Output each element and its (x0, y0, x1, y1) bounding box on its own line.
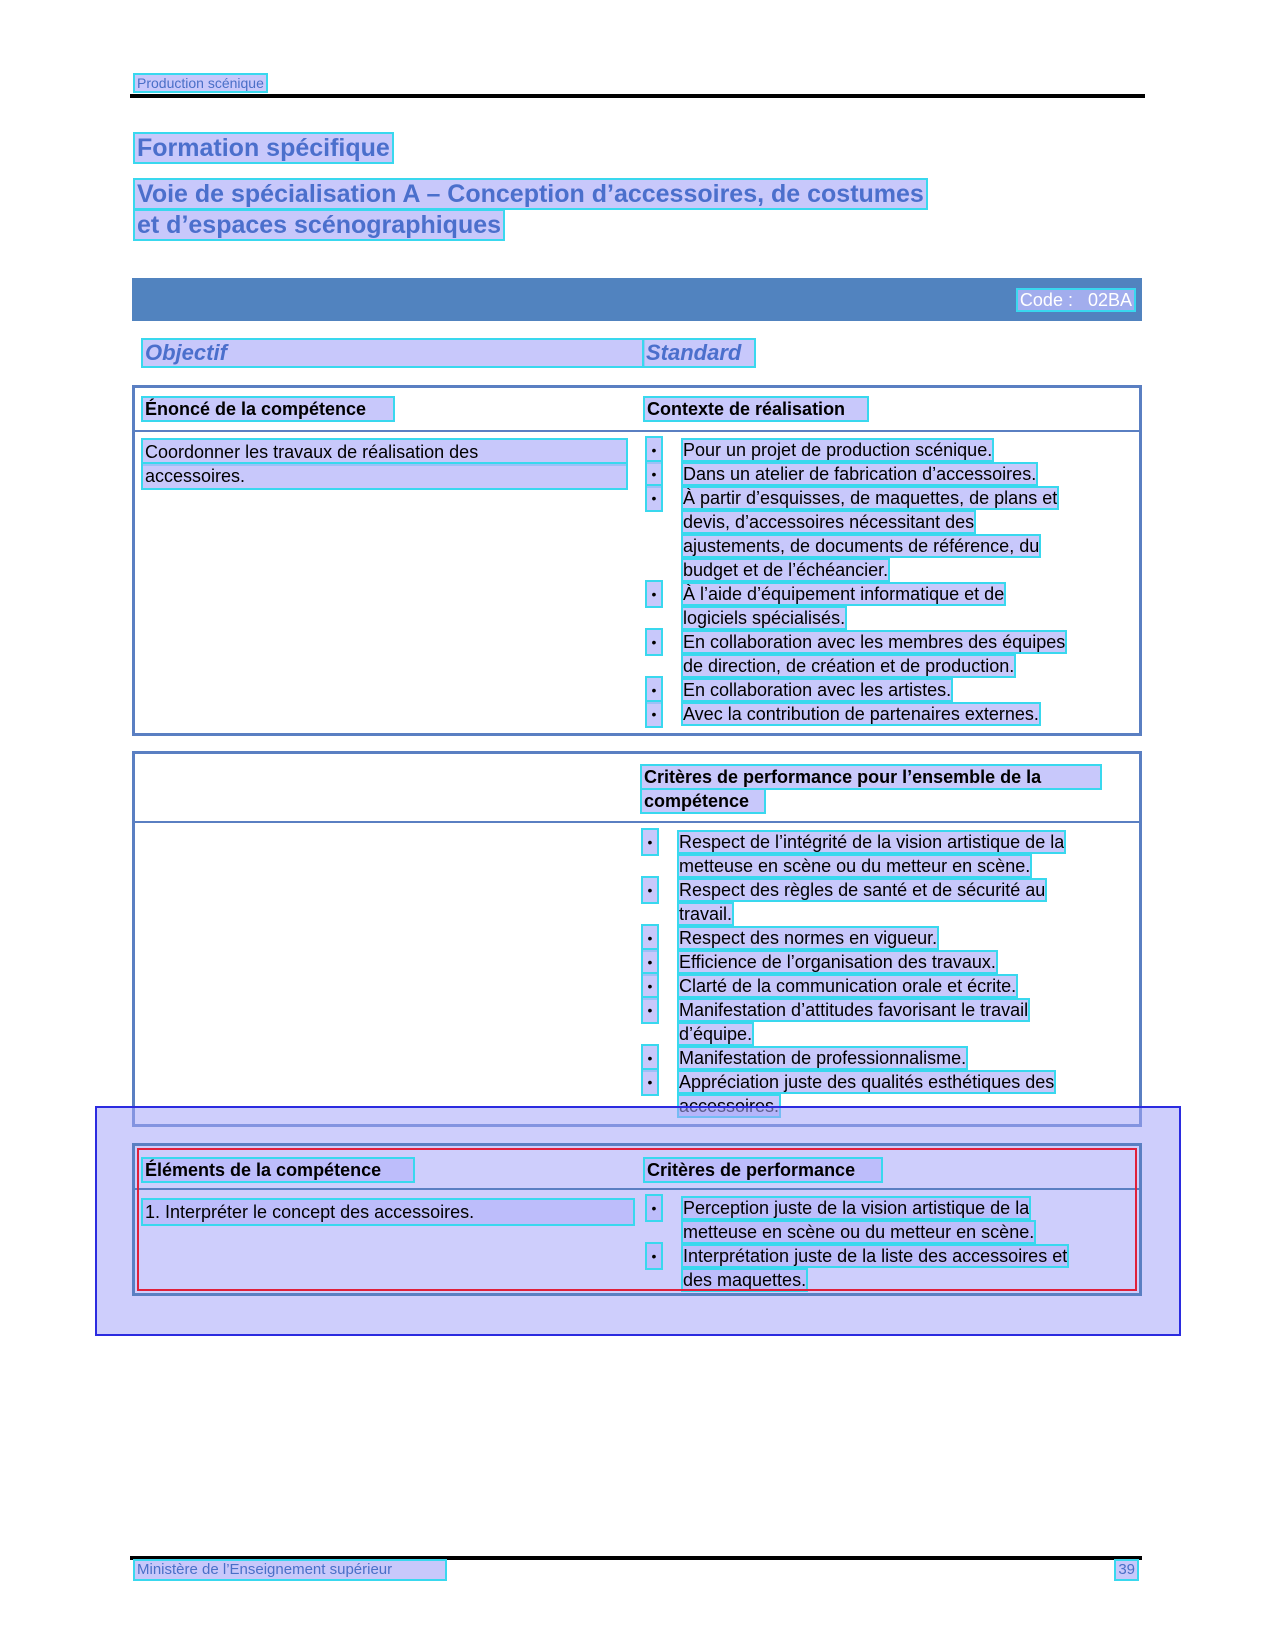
contexte-item (647, 630, 1117, 678)
contexte-item-text: de direction, de création et de production. (683, 656, 1015, 676)
bullet-icon: • (647, 1196, 661, 1220)
bullet-icon: • (647, 582, 661, 606)
contexte-heading: Contexte de réalisation (645, 398, 867, 420)
critere-ensemble-item-text: Efficience de l’organisation des travaux. (679, 952, 996, 972)
critere-ensemble-item-text: Respect de l’intégrité de la vision artistique de la (679, 832, 1065, 852)
contexte-item-text: budget et de l’échéancier. (683, 560, 889, 580)
standard-heading: Standard (644, 340, 754, 366)
objectif-heading: Objectif (143, 340, 643, 366)
critere-ensemble-item (643, 974, 1125, 998)
contexte-item-text: ajustements, de documents de référence, du (683, 536, 1040, 556)
contexte-item-text: À partir d’esquisses, de maquettes, de plans et (683, 488, 1058, 508)
contexte-item-text: À l’aide d’équipement informatique et de (683, 584, 1005, 604)
critere-ensemble-item (643, 830, 1125, 878)
criteres-ensemble-table (132, 751, 1142, 1127)
criteres-performance-heading: Critères de performance (645, 1159, 881, 1181)
selected-element-outline (137, 1148, 1137, 1291)
contexte-item-text: Pour un projet de production scénique. (683, 440, 993, 460)
contexte-item (647, 438, 1117, 462)
code-banner (132, 278, 1142, 321)
specialisation-title-line-1: Voie de spécialisation A – Conception d’accessoires, de costumes (137, 180, 924, 208)
bullet-icon: • (643, 1070, 657, 1094)
element-1: 1. Interpréter le concept des accessoires. (143, 1200, 633, 1224)
page-number: 39 (1118, 1561, 1135, 1578)
competence-table (132, 385, 1142, 736)
bullet-icon: • (643, 950, 657, 974)
running-header: Production scénique (137, 75, 264, 91)
contexte-item-text: En collaboration avec les membres des équipes (683, 632, 1066, 652)
bullet-icon: • (647, 486, 661, 510)
formation-title: Formation spécifique (137, 134, 390, 162)
contexte-item (647, 462, 1117, 486)
critere-ensemble-item (643, 950, 1125, 974)
contexte-item (647, 702, 1117, 726)
critere-performance-item-text: des maquettes. (683, 1270, 807, 1290)
header-rule (130, 94, 1145, 98)
critere-ensemble-item (643, 998, 1125, 1046)
bullet-icon: • (643, 1046, 657, 1070)
enonce-text-line-1: Coordonner les travaux de réalisation des (143, 440, 626, 464)
critere-ensemble-item-text: Manifestation de professionnalisme. (679, 1048, 967, 1068)
critere-ensemble-item (643, 878, 1125, 926)
critere-performance-item-text: metteuse en scène ou du metteur en scène. (683, 1222, 1035, 1242)
contexte-item-text: Dans un atelier de fabrication d’accessoires. (683, 464, 1037, 484)
criteres-ensemble-list (643, 830, 1125, 1118)
footer-ministry: Ministère de l’Enseignement supérieur (135, 1561, 445, 1579)
critere-ensemble-item-text: metteuse en scène ou du metteur en scène. (679, 856, 1031, 876)
footer-rule (130, 1556, 1142, 1560)
table-divider (135, 821, 1139, 823)
bullet-icon: • (643, 998, 657, 1022)
critere-ensemble-item-text: d’équipe. (679, 1024, 753, 1044)
critere-performance-item-text: Interprétation juste de la liste des accessoires et (683, 1246, 1068, 1266)
contexte-item (647, 486, 1117, 582)
bullet-icon: • (643, 830, 657, 854)
elements-heading: Éléments de la compétence (143, 1159, 413, 1181)
critere-ensemble-item-text: Respect des règles de santé et de sécurité au (679, 880, 1046, 900)
critere-ensemble-item-text: Appréciation juste des qualités esthétiques des (679, 1072, 1055, 1092)
contexte-item-text: Avec la contribution de partenaires externes. (683, 704, 1039, 724)
critere-ensemble-item-text: travail. (679, 904, 733, 924)
criteres-ensemble-heading-line-1: Critères de performance pour l’ensemble de la (642, 766, 1100, 788)
contexte-item (647, 582, 1117, 630)
critere-performance-item-text: Perception juste de la vision artistique de la (683, 1198, 1030, 1218)
contexte-item-text: logiciels spécialisés. (683, 608, 846, 628)
critere-ensemble-item (643, 926, 1125, 950)
bullet-icon: • (647, 702, 661, 726)
enonce-text-line-2: accessoires. (143, 464, 626, 488)
critere-ensemble-item (643, 1046, 1125, 1070)
competence-code: Code : 02BA (1019, 290, 1132, 310)
bullet-icon: • (647, 1244, 661, 1268)
critere-ensemble-item-text: Manifestation d’attitudes favorisant le travail (679, 1000, 1029, 1020)
bullet-icon: • (643, 974, 657, 998)
bullet-icon: • (643, 878, 657, 902)
specialisation-title-line-2: et d’espaces scénographiques (137, 211, 502, 239)
bullet-icon: • (647, 630, 661, 654)
bullet-icon: • (647, 462, 661, 486)
contexte-item-text: En collaboration avec les artistes. (683, 680, 952, 700)
bullet-icon: • (643, 926, 657, 950)
bullet-icon: • (647, 438, 661, 462)
bullet-icon: • (647, 678, 661, 702)
contexte-list (647, 438, 1117, 726)
enonce-heading: Énoncé de la compétence (143, 398, 393, 420)
contexte-item (647, 678, 1117, 702)
table-divider (135, 430, 1139, 432)
contexte-item-text: devis, d’accessoires nécessitant des (683, 512, 975, 532)
critere-ensemble-item-text: Respect des normes en vigueur. (679, 928, 938, 948)
criteres-ensemble-heading-line-2: compétence (642, 790, 764, 812)
critere-ensemble-item-text: Clarté de la communication orale et écrite. (679, 976, 1017, 996)
